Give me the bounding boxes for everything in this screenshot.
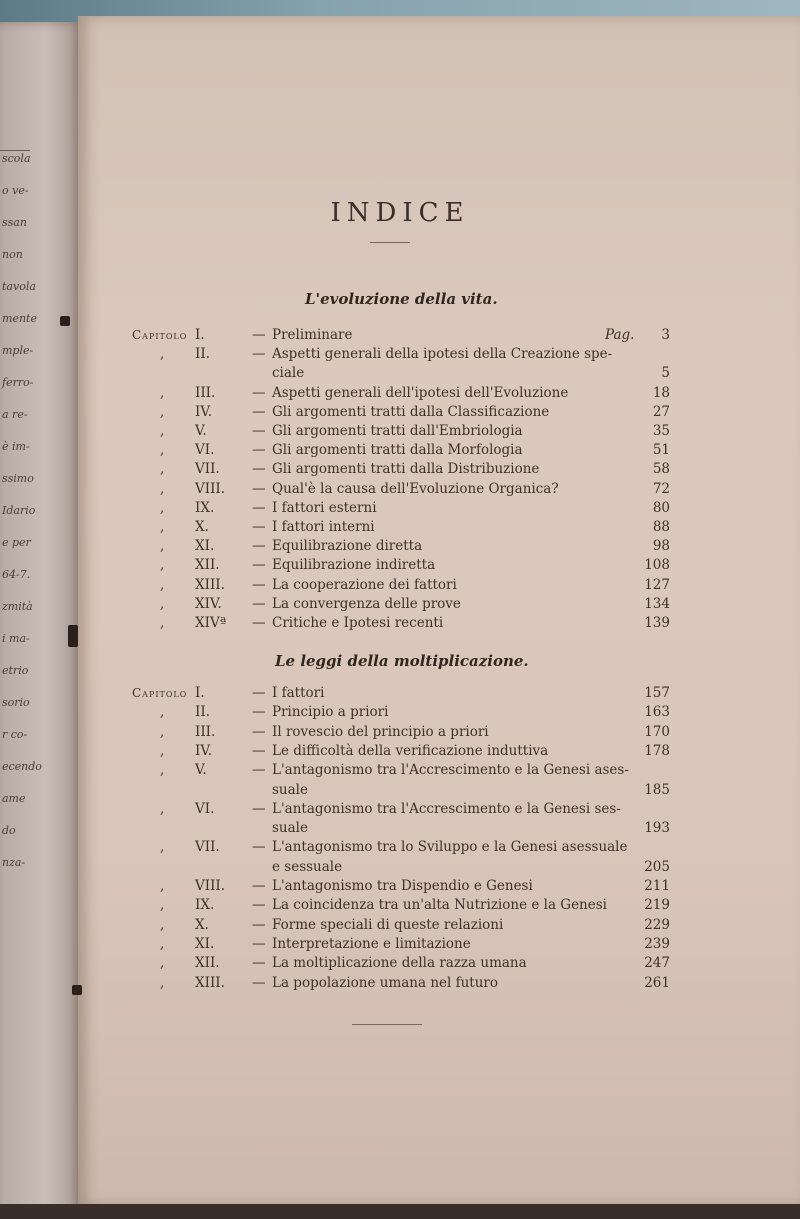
left-page-text: Idario (2, 504, 36, 517)
left-page-text: non (2, 248, 23, 261)
ditto-mark: , (160, 442, 165, 459)
toc-row (0, 499, 800, 517)
page-number: 98 (652, 538, 670, 555)
page-number: 88 (652, 519, 670, 535)
page-number: 18 (652, 384, 670, 401)
dash-separator: — (252, 878, 266, 894)
left-page-text: a re- (2, 408, 28, 421)
chapter-title: I fattori interni (272, 519, 375, 535)
section-heading: Le leggi della moltiplicazione. (275, 652, 529, 670)
chapter-title: Equilibrazione diretta (272, 538, 423, 555)
toc-row (0, 441, 800, 459)
ditto-mark: , (160, 916, 165, 933)
toc-row (0, 556, 800, 574)
chapter-title: Principio a priori (272, 704, 389, 721)
page-number: 193 (644, 820, 670, 837)
ditto-mark: , (160, 595, 165, 612)
left-page-text: è im- (2, 440, 30, 453)
dash-separator: — (252, 704, 266, 721)
toc-row (0, 460, 800, 478)
toc-row (0, 614, 800, 632)
page-number: 157 (644, 685, 670, 701)
ditto-mark: , (160, 480, 165, 497)
left-page-rule (0, 150, 30, 151)
dash-separator: — (252, 499, 266, 516)
ditto-mark: , (160, 974, 165, 991)
dash-separator: — (252, 538, 266, 555)
bottom-edge (0, 1204, 800, 1219)
left-page-text: i ma- (2, 632, 30, 645)
chapter-title: Il rovescio del principio a priori (272, 723, 489, 740)
left-page-text: ferro- (2, 376, 34, 389)
dash-separator: — (252, 800, 266, 817)
dash-separator: — (252, 519, 266, 535)
chapter-title: Preliminare (272, 327, 353, 343)
toc-row (0, 537, 800, 555)
toc-row (0, 838, 800, 856)
page-number: 229 (644, 916, 670, 933)
toc-row (0, 326, 800, 344)
page-number: 35 (652, 423, 670, 439)
chapter-title: Qual'è la causa dell'Evoluzione Organica? (272, 480, 559, 497)
chapter-number: XIII. (195, 974, 225, 991)
page-number: 211 (644, 878, 670, 894)
left-page-text: mple- (2, 344, 34, 357)
page-number: 139 (644, 615, 670, 631)
ditto-mark: , (160, 423, 165, 439)
dash-separator: — (252, 557, 266, 574)
dash-separator: — (252, 935, 266, 952)
chapter-number: XI. (195, 935, 215, 952)
chapter-number: VIII. (195, 480, 226, 497)
toc-row (0, 403, 800, 421)
chapter-title: Gli argomenti tratti dalla Distribuzione (272, 461, 540, 478)
section-heading: L'evoluzione della vita. (305, 290, 498, 308)
dash-separator: — (252, 955, 266, 972)
ditto-mark: , (160, 762, 165, 779)
chapter-title: Aspetti generali della ipotesi della Creazione spe- (272, 346, 613, 363)
chapter-title: Gli argomenti tratti dalla Classificazione (272, 403, 550, 420)
toc-row (0, 742, 800, 760)
ditto-mark: , (160, 704, 165, 721)
ditto-mark: , (160, 897, 165, 914)
left-page-text: 64-7. (2, 568, 31, 581)
ditto-mark: , (160, 538, 165, 555)
dash-separator: — (252, 974, 266, 991)
left-page-text: ssimo (2, 472, 34, 485)
toc-row (0, 364, 800, 382)
chapter-title: Le difficoltà della verificazione induttiva (272, 742, 549, 759)
chapter-number: XIV. (195, 595, 222, 612)
chapter-title: La convergenza delle prove (272, 595, 461, 612)
page-number: 3 (661, 327, 670, 343)
chapter-number: VII. (195, 839, 220, 856)
left-page-text: mente (2, 312, 37, 325)
chapter-number: VI. (195, 442, 215, 459)
left-page-text: scola (2, 152, 31, 165)
ditto-mark: , (160, 346, 165, 363)
page-number: 51 (652, 442, 670, 459)
chapter-number: XII. (195, 557, 220, 574)
chapter-title: Gli argomenti tratti dall'Embriologia (272, 423, 523, 439)
page-number: 185 (644, 781, 670, 798)
chapter-title: L'antagonismo tra Dispendio e Genesi (272, 878, 533, 894)
page-number: 134 (644, 595, 670, 612)
page-number: 205 (644, 858, 670, 875)
ditto-mark: , (160, 878, 165, 894)
chapter-title: La popolazione umana nel futuro (272, 974, 499, 991)
page-title: INDICE (330, 198, 470, 228)
left-page-text: ame (2, 792, 26, 805)
chapter-title: La coincidenza tra un'alta Nutrizione e la Genesi (272, 897, 607, 914)
ditto-mark: , (160, 955, 165, 972)
page-number: 5 (661, 365, 670, 382)
chapter-number: II. (195, 346, 210, 363)
left-page-text: sorio (2, 696, 30, 709)
toc-row (0, 345, 800, 363)
page-number: 178 (644, 742, 670, 759)
dash-separator: — (252, 595, 266, 612)
toc-row (0, 916, 800, 934)
ditto-mark: , (160, 800, 165, 817)
chapter-title: Gli argomenti tratti dalla Morfologia (272, 442, 523, 459)
chapter-label: Capitolo (132, 328, 188, 342)
page-number: 72 (652, 480, 670, 497)
ditto-mark: , (160, 615, 165, 631)
dash-separator: — (252, 442, 266, 459)
dash-separator: — (252, 327, 266, 343)
chapter-number: IV. (195, 742, 213, 759)
toc-row (0, 761, 800, 779)
toc-row (0, 384, 800, 402)
chapter-number: XI. (195, 538, 215, 555)
chapter-number: VII. (195, 461, 220, 478)
chapter-number: II. (195, 704, 210, 721)
chapter-number: V. (195, 762, 207, 779)
dash-separator: — (252, 762, 266, 779)
chapter-title: L'antagonismo tra l'Accrescimento e la Genesi ases- (272, 762, 629, 779)
page-number: 261 (644, 974, 670, 991)
dash-separator: — (252, 839, 266, 856)
page-number: 239 (644, 935, 670, 952)
dash-separator: — (252, 685, 266, 701)
dash-separator: — (252, 480, 266, 497)
chapter-title: suale (272, 820, 308, 837)
chapter-number: I. (195, 685, 205, 701)
page-number: 219 (644, 897, 670, 914)
toc-row (0, 684, 800, 702)
left-page-text: zmità (2, 600, 33, 613)
dash-separator: — (252, 897, 266, 914)
chapter-number: XIII. (195, 576, 225, 593)
dash-separator: — (252, 461, 266, 478)
ditto-mark: , (160, 403, 165, 420)
dash-separator: — (252, 576, 266, 593)
toc-row (0, 480, 800, 498)
toc-row (0, 576, 800, 594)
chapter-number: XII. (195, 955, 220, 972)
chapter-title: I fattori (272, 685, 325, 701)
chapter-title: L'antagonismo tra lo Sviluppo e la Genesi asessuale (272, 839, 628, 856)
left-page-text: do (2, 824, 16, 837)
dash-separator: — (252, 723, 266, 740)
chapter-number: VI. (195, 800, 215, 817)
chapter-number: X. (195, 519, 209, 535)
page-number: 58 (652, 461, 670, 478)
ditto-mark: , (160, 839, 165, 856)
ditto-mark: , (160, 499, 165, 516)
chapter-title: I fattori esterni (272, 499, 377, 516)
chapter-title: La moltiplicazione della razza umana (272, 955, 527, 972)
toc-row (0, 723, 800, 741)
ditto-mark: , (160, 576, 165, 593)
chapter-number: IX. (195, 897, 215, 914)
chapter-number: X. (195, 916, 209, 933)
page-number: 27 (652, 403, 670, 420)
chapter-title: suale (272, 781, 308, 798)
page-number: 108 (644, 557, 670, 574)
dash-separator: — (252, 916, 266, 933)
toc-row (0, 703, 800, 721)
chapter-number: III. (195, 384, 216, 401)
ditto-mark: , (160, 557, 165, 574)
toc-row (0, 800, 800, 818)
binding-stitch (60, 316, 70, 326)
ditto-mark: , (160, 935, 165, 952)
toc-row (0, 974, 800, 992)
toc-row (0, 954, 800, 972)
page-number: 80 (652, 499, 670, 516)
chapter-title: La cooperazione dei fattori (272, 576, 457, 593)
chapter-title: ciale (272, 365, 305, 382)
left-page-text: nza- (2, 856, 26, 869)
chapter-number: III. (195, 723, 216, 740)
left-page-text: o ve- (2, 184, 29, 197)
toc-row (0, 896, 800, 914)
dash-separator: — (252, 423, 266, 439)
page-number: 163 (644, 704, 670, 721)
toc-row (0, 422, 800, 440)
toc-row (0, 819, 800, 837)
left-page-text: ecendo (2, 760, 42, 773)
chapter-label: Capitolo (132, 686, 188, 700)
dash-separator: — (252, 384, 266, 401)
left-page-text: e per (2, 536, 31, 549)
page-number: 127 (644, 576, 670, 593)
chapter-number: I. (195, 327, 205, 343)
dash-separator: — (252, 615, 266, 631)
page-number: 170 (644, 723, 670, 740)
left-page-text: tavola (2, 280, 36, 293)
ditto-mark: , (160, 742, 165, 759)
toc-row (0, 518, 800, 536)
page-label: Pag. (605, 327, 635, 343)
toc-row (0, 858, 800, 876)
chapter-title: e sessuale (272, 858, 343, 875)
left-page-text: etrio (2, 664, 29, 677)
toc-row (0, 935, 800, 953)
left-page-text: r co- (2, 728, 28, 741)
ditto-mark: , (160, 384, 165, 401)
chapter-title: Forme speciali di queste relazioni (272, 916, 504, 933)
toc-row (0, 781, 800, 799)
chapter-title: Critiche e Ipotesi recenti (272, 615, 444, 631)
ditto-mark: , (160, 461, 165, 478)
chapter-number: IX. (195, 499, 215, 516)
toc-row (0, 877, 800, 895)
chapter-title: Aspetti generali dell'ipotesi dell'Evoluzione (272, 384, 569, 401)
ditto-mark: , (160, 519, 165, 535)
chapter-title: Equilibrazione indiretta (272, 557, 436, 574)
chapter-number: IV. (195, 403, 213, 420)
page-number: 247 (644, 955, 670, 972)
chapter-number: VIII. (195, 878, 226, 894)
chapter-title: L'antagonismo tra l'Accrescimento e la Genesi ses- (272, 800, 621, 817)
dash-separator: — (252, 742, 266, 759)
dash-separator: — (252, 346, 266, 363)
toc-row (0, 595, 800, 613)
title-rule (370, 242, 410, 243)
dash-separator: — (252, 403, 266, 420)
chapter-number: XIVª (195, 615, 227, 631)
end-rule (352, 1024, 422, 1025)
chapter-number: V. (195, 423, 207, 439)
chapter-title: Interpretazione e limitazione (272, 935, 471, 952)
left-page-text: ssan (2, 216, 27, 229)
ditto-mark: , (160, 723, 165, 740)
